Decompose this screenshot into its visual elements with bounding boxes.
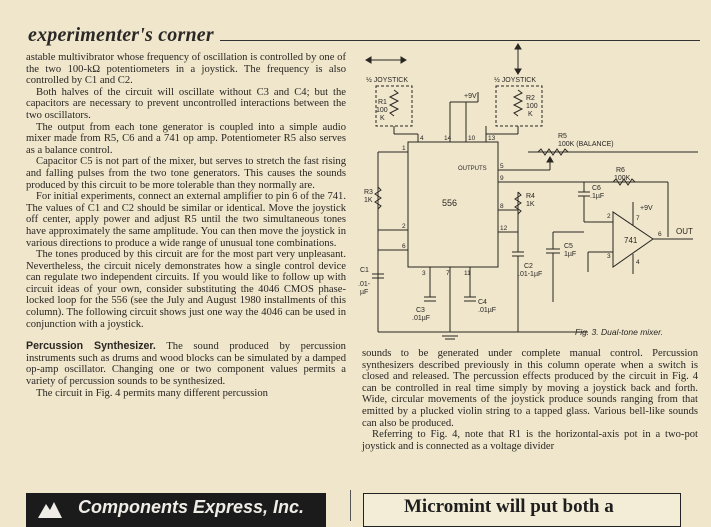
label-c3: C3 — [416, 307, 425, 314]
label-ic: 556 — [442, 198, 458, 208]
paragraph: astable multivibrator whose frequency of oscillation is controlled by one of the two 100-kΩ potentiometers in a joystick. The frequency is also controlled by C1 and C2. — [26, 52, 346, 87]
paragraph: The circuit in Fig. 4 permits many different percussion — [36, 387, 268, 399]
pin-label: 8 — [500, 203, 504, 210]
ad-title: Micromint will put both a — [404, 496, 614, 517]
label-c5: C5 — [564, 243, 573, 250]
label-out: OUT — [676, 227, 693, 236]
label-joystick-right: ½ JOYSTICK — [494, 77, 537, 84]
label-joystick-left: ½ JOYSTICK — [366, 77, 409, 84]
label-opamp: 741 — [624, 236, 638, 245]
op-pin-label: 7 — [636, 215, 640, 222]
right-column — [362, 348, 698, 452]
label-r3-val: 1K — [364, 197, 373, 204]
label-outputs: OUTPUTS — [458, 166, 487, 172]
pin-label: 7 — [446, 270, 450, 277]
label-r5-val: 100K (BALANCE) — [558, 141, 614, 148]
label-r6-val: 100K — [614, 175, 631, 182]
pin-label: 5 — [500, 163, 504, 170]
pin-label: 2 — [402, 223, 406, 230]
pin-label: 13 — [488, 135, 496, 142]
column-title: experimenter's corner — [28, 24, 214, 46]
label-r1-unit: K — [380, 115, 385, 122]
label-r4-val: 1K — [526, 201, 535, 208]
label-c6-val: .1µF — [590, 193, 605, 200]
pin-label: 11 — [464, 270, 471, 277]
op-pin-label: 2 — [607, 213, 611, 220]
label-vcc1: +9V — [464, 93, 477, 100]
label-c3-val: .01µF — [412, 315, 431, 322]
label-r1: R1 — [378, 99, 387, 106]
advertisement-micromint — [363, 493, 681, 527]
paragraph: Capacitor C5 is not part of the mixer, but serves to stretch the fast rising and falling pulses from the two tone generators. This causes the sounds produced by this circuit to be more tolerable than they normally are. — [26, 156, 346, 191]
pin-label: 6 — [402, 243, 406, 250]
op-pin-label: 6 — [658, 231, 662, 238]
label-r2-unit: K — [528, 111, 533, 118]
section-paragraph — [26, 341, 346, 387]
label-c2: C2 — [524, 263, 533, 270]
paragraph: sounds to be generated under complete manual control. Percussion synthesizers described previously in this column operate when a switch is closed and released. The percussion effects produced by the circuit in Fig. 4 can be controlled in real time simply by moving a joystick back and forth. Wide, circular movements of the joystick produce sounds ranging from that emitted by a plucked violin string to a tapped glass. Various bell-like sounds can also be produced. — [362, 348, 698, 429]
ad-title: Components Express, Inc. — [78, 497, 305, 517]
section-title: Percussion Synthesizer. — [26, 340, 156, 353]
section-text: The sound produced by percussion instruments such as drums and wood blocks can be simulated by a damped op-amp oscillator. Changing one or two component values permits a variety of percussion sounds to be synthesized. — [26, 341, 346, 388]
label-vcc2: +9V — [640, 205, 653, 212]
label-r2-val: 100 — [526, 103, 538, 110]
paragraph: Referring to Fig. 4, note that R1 is the horizontal-axis pot in a two-pot joystick and is connected as a voltage divider — [362, 429, 698, 452]
label-c2-val: .01-1µF — [518, 271, 543, 278]
label-r2: R2 — [526, 95, 535, 102]
label-c1-unit: µF — [360, 289, 369, 296]
label-c6: C6 — [592, 185, 601, 192]
r1-zigzag — [390, 90, 398, 116]
pin-label: 12 — [500, 225, 508, 232]
paragraph: For initial experiments, connect an external amplifier to pin 6 of the 741. The values of C1 and C2 should be similar or identical. Move the joystick off center, apply power and adjust R5 until the two simultaneous tones have approximately the same amplitude. You can then move the joystick in various directions to produce a wide range of unusual tone combinations. — [26, 191, 346, 249]
label-c1-val: .01- — [358, 281, 371, 288]
label-r4: R4 — [526, 193, 535, 200]
left-column — [26, 52, 346, 399]
pin-label: 14 — [444, 135, 452, 142]
figure-caption: Fig. 3. Dual-tone mixer. — [575, 327, 664, 337]
label-r6: R6 — [616, 167, 625, 174]
label-c4: C4 — [478, 299, 487, 306]
header-rule — [220, 40, 700, 41]
label-c1: C1 — [360, 267, 369, 274]
label-c4-val: .01µF — [478, 307, 497, 314]
pin-label: 9 — [500, 175, 504, 182]
pin-label: 10 — [468, 135, 476, 142]
pin-label: 1 — [402, 145, 406, 152]
pin-label: 3 — [422, 270, 426, 277]
paragraph: The tones produced by this circuit are for the most part very unpleasant. Nevertheless, the circuit nicely demonstrates how a single control device can regulate two independent circuits. If you would like to follow up with circuit ideas of your own, consider substituting the 4046 CMOS phase-locked loop for the 556 (see the July and August 1980 installments of this column). The following circuit shows just one way the 4046 can be used in conjunction with a joystick. — [26, 249, 346, 330]
pin-label: 4 — [420, 135, 424, 142]
column-divider — [350, 490, 351, 521]
label-r5: R5 — [558, 133, 567, 140]
paragraph: The output from each tone generator is coupled into a simple audio mixer made from R5, C6 and a 741 op amp. Potentiometer R5 also serves as a balance control. — [26, 121, 346, 156]
label-r1-val: 100 — [376, 107, 388, 114]
schematic-diagram — [358, 42, 703, 342]
mountain-logo-icon — [38, 500, 62, 518]
r2-zigzag — [514, 90, 522, 116]
advertisement-components-express — [26, 493, 326, 527]
op-pin-label: 4 — [636, 259, 640, 266]
op-pin-label: 3 — [607, 253, 611, 260]
label-c5-val: 1µF — [564, 251, 577, 258]
label-r3: R3 — [364, 189, 373, 196]
paragraph: Both halves of the circuit will oscillate without C3 and C4; but the capacitors are necessary to prevent uncontrolled interactions between the two oscillators. — [26, 86, 346, 121]
